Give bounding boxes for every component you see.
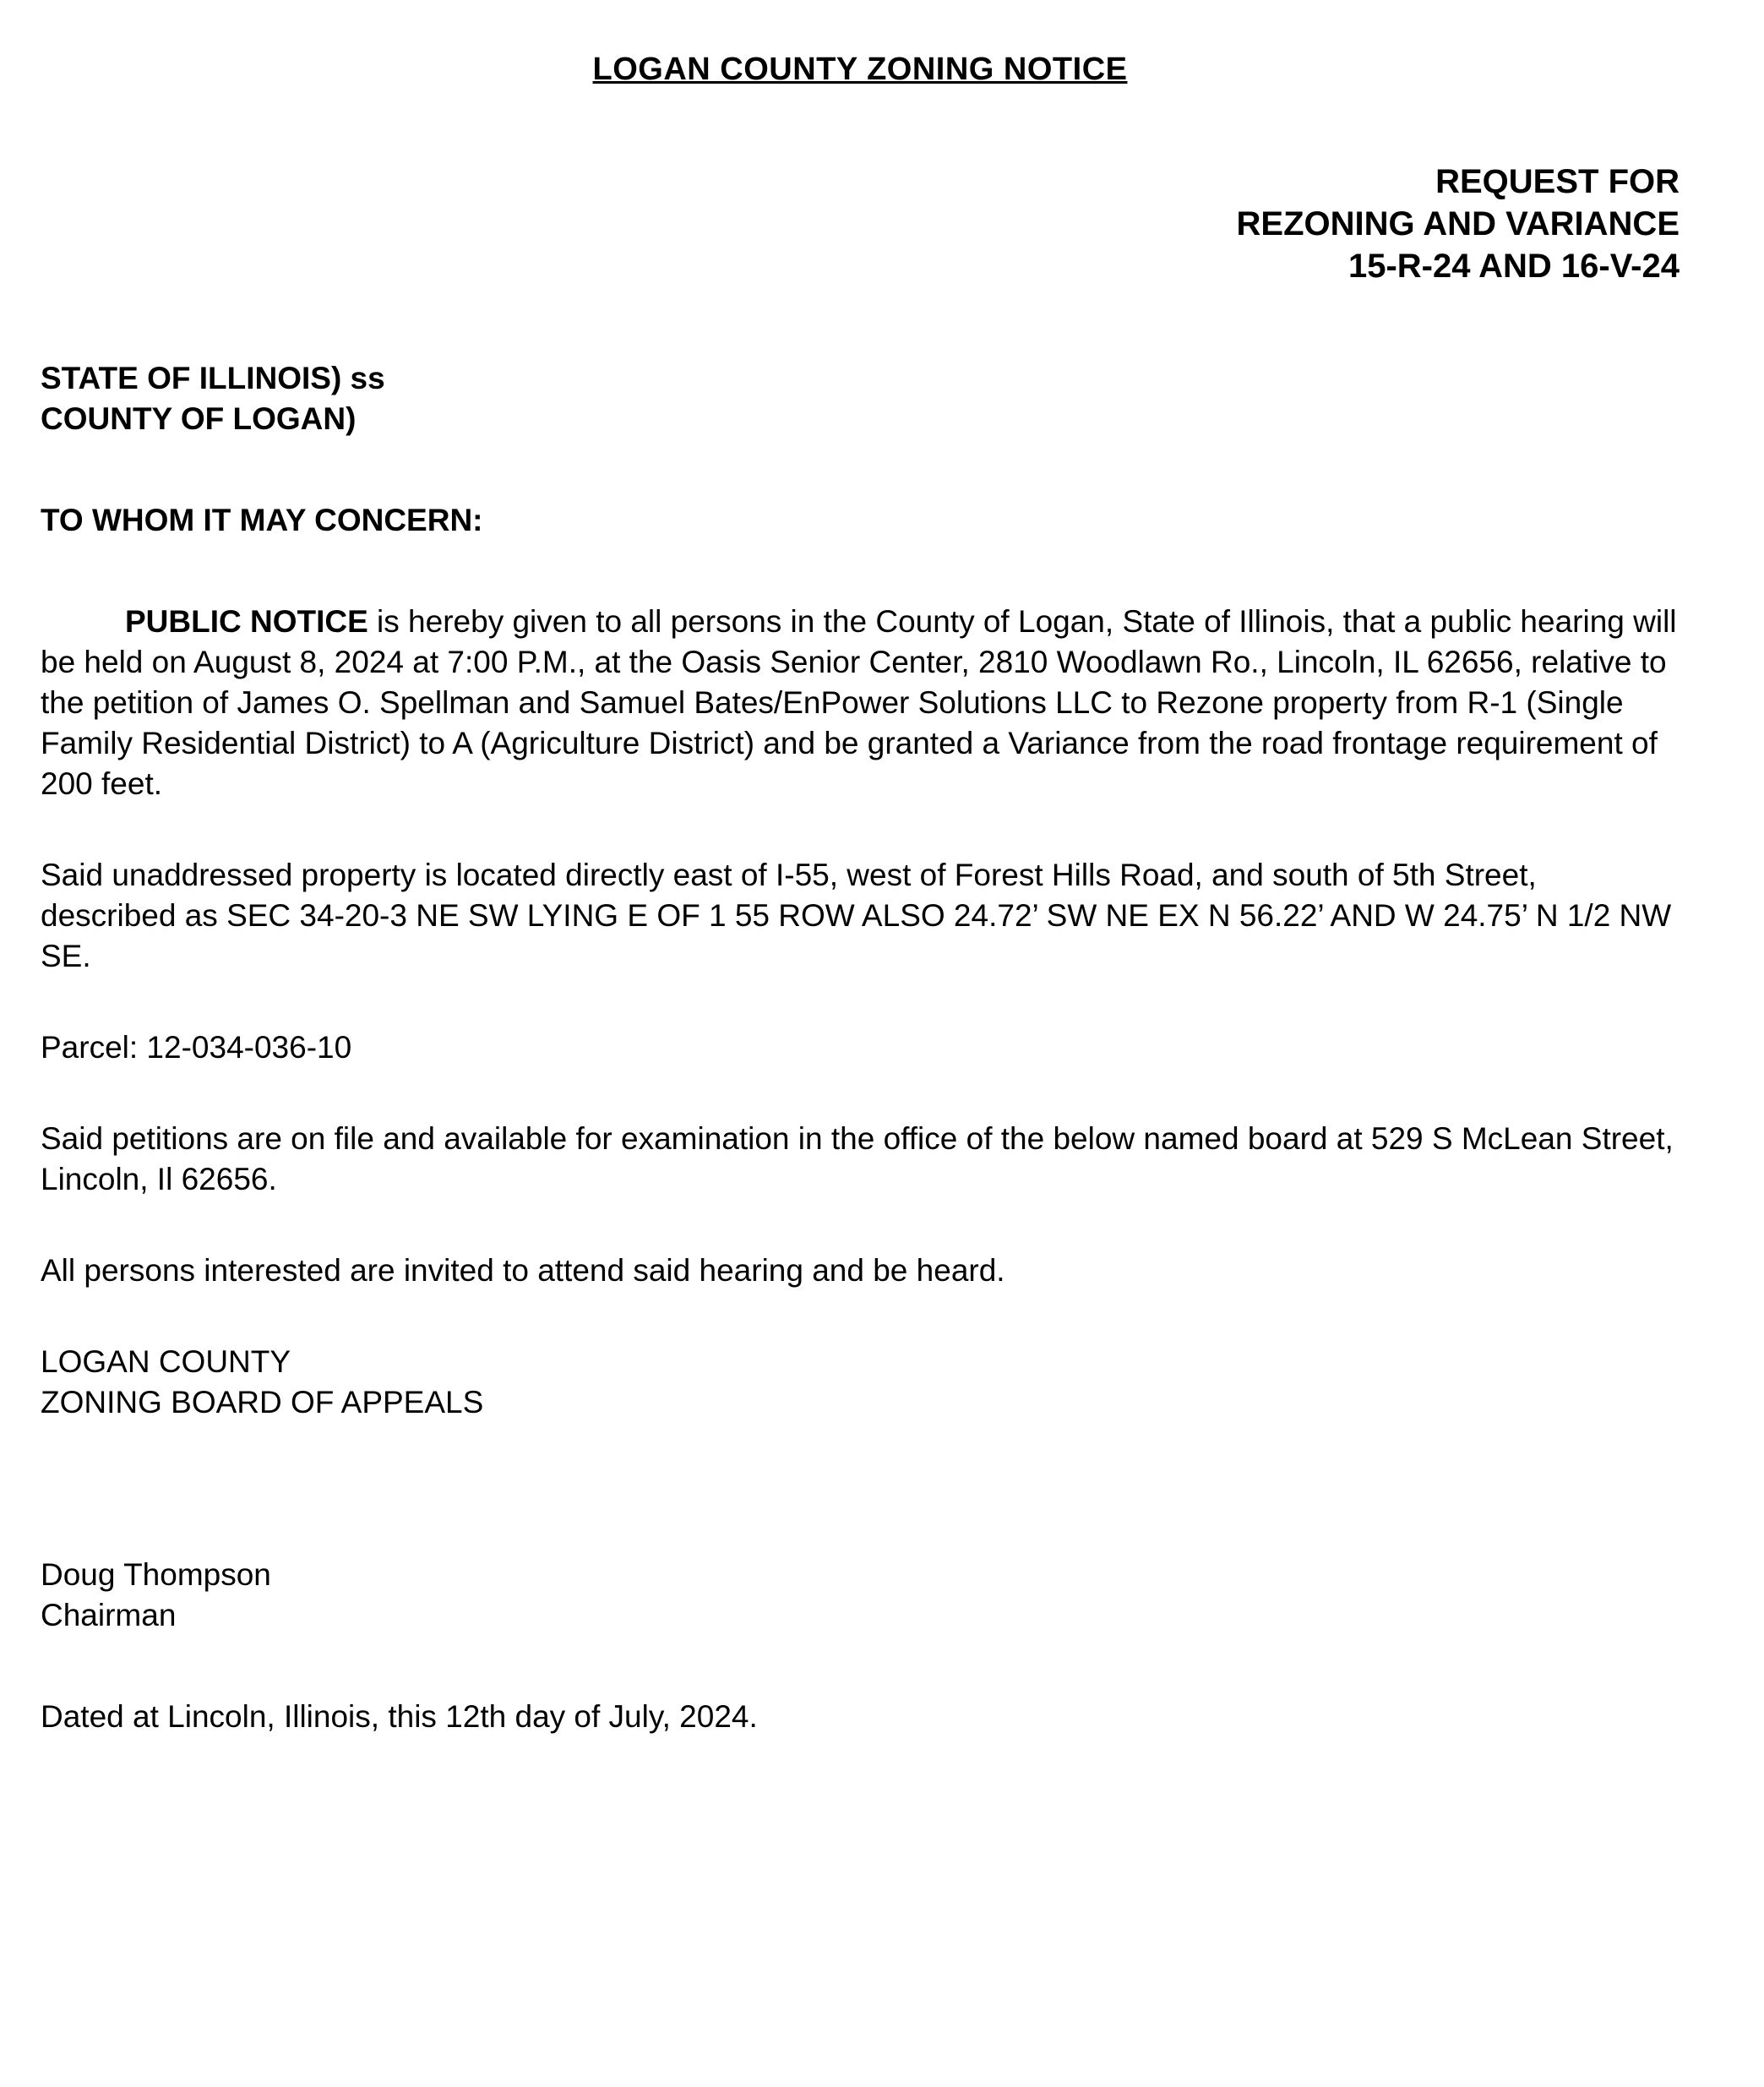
signer-title: Chairman — [41, 1598, 177, 1632]
public-notice-paragraph — [41, 602, 1680, 804]
board-name-line-1: LOGAN COUNTY — [41, 1344, 291, 1379]
venue-caption-block — [41, 358, 1680, 439]
parcel-number-line: Parcel: 12-034-036-10 — [41, 1030, 352, 1065]
dated-line: Dated at Lincoln, Illinois, this 12th day of July, 2024. — [41, 1699, 758, 1734]
request-line-1: REQUEST FOR — [1435, 163, 1680, 200]
signer-block — [41, 1555, 1680, 1636]
county-line: COUNTY OF LOGAN) — [41, 401, 357, 436]
state-line: STATE OF ILLINOIS) ss — [41, 361, 385, 395]
request-header-block — [41, 161, 1680, 287]
request-line-2: REZONING AND VARIANCE — [1236, 205, 1680, 242]
invitation-line: All persons interested are invited to attend said hearing and be heard. — [41, 1253, 1005, 1288]
property-description-paragraph: Said unaddressed property is located directly east of I-55, west of Forest Hills Road, and south of 5th Street, described as SEC 34-20-3 NE SW LYING E OF 1 55 ROW ALSO 24.72’ SW NE EX N 56.22’ AND W 24.75’ N 1/2 NW SE. — [41, 858, 1672, 973]
public-notice-lead: PUBLIC NOTICE — [125, 604, 368, 639]
case-numbers-line: 15-R-24 AND 16-V-24 — [1348, 248, 1680, 285]
board-name-line-2: ZONING BOARD OF APPEALS — [41, 1385, 484, 1419]
signer-name: Doug Thompson — [41, 1557, 271, 1592]
petitions-on-file-paragraph: Said petitions are on file and available for examination in the office of the below named board at 529 S McLean Street, Lincoln, Il 62656. — [41, 1121, 1674, 1196]
salutation-line: TO WHOM IT MAY CONCERN: — [41, 503, 483, 537]
issuing-board-block — [41, 1342, 1680, 1423]
document-title: LOGAN COUNTY ZONING NOTICE — [592, 52, 1128, 87]
public-notice-body: is hereby given to all persons in the County of Logan, State of Illinois, that a public hearing will be held on August 8, 2024 at 7:00 P.M., at the Oasis Senior Center, 2810 Woodlawn Ro., Lincoln, IL 62656, relative to the petition of James O. Spellman and Samuel Bates/EnPower Solutions LLC to Rezone property from R-1 (Single Family Residential District) to A (Agriculture District) and be granted a Variance from the road frontage requirement of 200 feet. — [41, 604, 1677, 801]
